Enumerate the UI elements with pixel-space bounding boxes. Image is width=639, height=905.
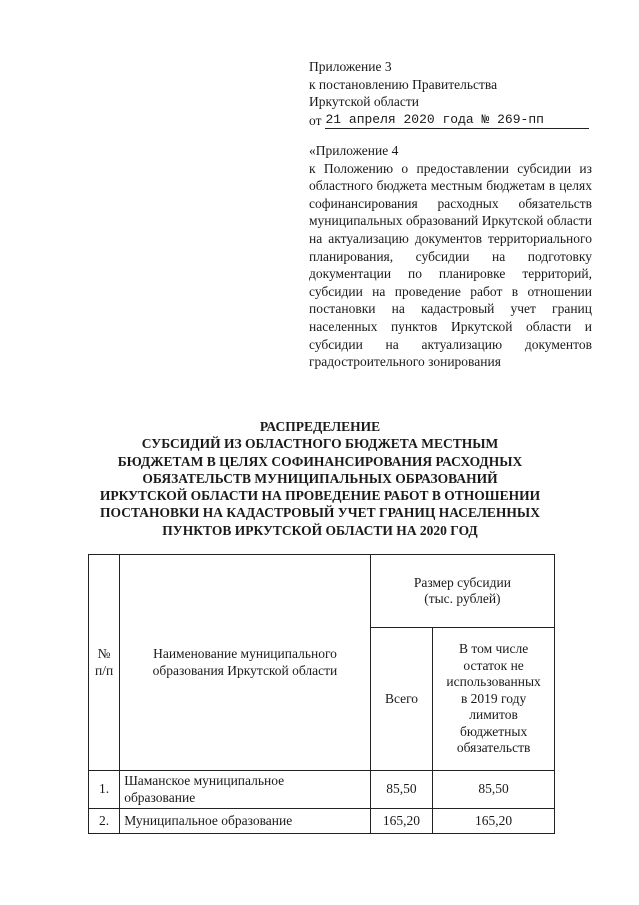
annex-3-region: Иркутской области — [309, 94, 420, 109]
header-name-line: образования Иркутской области — [152, 662, 338, 678]
heading-line: ИРКУТСКОЙ ОБЛАСТИ НА ПРОВЕДЕНИЕ РАБОТ В ОТНОШЕНИИ — [99, 488, 541, 504]
table-row — [89, 771, 555, 809]
heading-line: РАСПРЕДЕЛЕНИЕ — [259, 419, 381, 434]
row-municipality-line: Муниципальное образование — [124, 812, 293, 828]
row-total: 165,20 — [370, 809, 432, 834]
row-municipality-line: образование — [124, 789, 196, 805]
row-municipality — [120, 771, 371, 809]
heading-line: ПУНКТОВ ИРКУТСКОЙ ОБЛАСТИ НА 2020 ГОД — [162, 522, 478, 538]
header-number-abbr: п/п — [94, 662, 114, 678]
heading-line: СУБСИДИЙ ИЗ ОБЛАСТНОГО БЮДЖЕТА МЕСТНЫМ — [141, 436, 499, 452]
annex-3-title: Приложение 3 — [309, 59, 392, 74]
resolution-date: 21 апреля 2020 года № 269-пп — [325, 111, 589, 130]
annex-3-resolution-ref: к постановлению Правительства — [309, 76, 498, 92]
annex-3-date-line — [309, 111, 589, 130]
row-municipality-line: Шаманское муниципальное — [124, 773, 285, 788]
annex-4-header — [309, 142, 592, 371]
annex-4-title: «Приложение 4 — [309, 143, 399, 158]
header-municipality-name — [120, 555, 371, 771]
header-number — [89, 555, 120, 771]
heading-line: ОБЯЗАТЕЛЬСТВ МУНИЦИПАЛЬНЫХ ОБРАЗОВАНИЙ — [142, 470, 498, 486]
row-remainder: 165,20 — [433, 809, 555, 834]
header-remainder-line: бюджетных — [459, 723, 528, 739]
subsidy-table — [88, 554, 555, 834]
row-total: 85,50 — [370, 771, 432, 809]
row-remainder: 85,50 — [433, 771, 555, 809]
row-municipality — [120, 809, 371, 834]
header-remainder-line: в 2019 году — [460, 690, 527, 706]
header-size-line: Размер субсидии — [413, 574, 511, 590]
header-remainder-line: лимитов — [469, 707, 518, 723]
header-total: Всего — [370, 628, 432, 771]
table-header-row — [89, 555, 555, 628]
header-remainder-line: В том числе — [458, 641, 529, 657]
header-remainder-line: обязательств — [456, 740, 531, 756]
header-remainder-line: остаток не — [463, 657, 524, 673]
header-unused-remainder — [433, 628, 555, 771]
annex-3-header — [309, 58, 589, 129]
table-row — [89, 809, 555, 834]
row-number: 2. — [89, 809, 120, 834]
header-remainder-line: использованных — [446, 674, 541, 690]
header-subsidy-size — [370, 555, 554, 628]
header-size-unit: (тыс. рублей) — [424, 591, 501, 606]
heading-line: ПОСТАНОВКИ НА КАДАСТРОВЫЙ УЧЕТ ГРАНИЦ НАСЕЛЕННЫХ — [100, 505, 540, 521]
annex-4-description: к Положению о предоставлении субсидии из областного бюджета местным бюджетам в целях софинансирования расходных обязательств муниципальных образований Иркутской области на актуализацию документов территориального планирования, субсидии на подготовку документации по планировке территорий, субсидии на проведение работ в отношении постановки на кадастровый учет границ населенных пунктов Иркутской области и субсидии на актуализацию документов градостроительного зонирования — [309, 160, 592, 370]
document-heading — [90, 418, 550, 539]
header-number-sign: № — [97, 646, 111, 661]
row-number: 1. — [89, 771, 120, 809]
heading-line: БЮДЖЕТАМ В ЦЕЛЯХ СОФИНАНСИРОВАНИЯ РАСХОДНЫХ — [117, 453, 523, 469]
header-name-line: Наименование муниципального — [153, 646, 337, 661]
date-prefix: от — [309, 112, 322, 128]
